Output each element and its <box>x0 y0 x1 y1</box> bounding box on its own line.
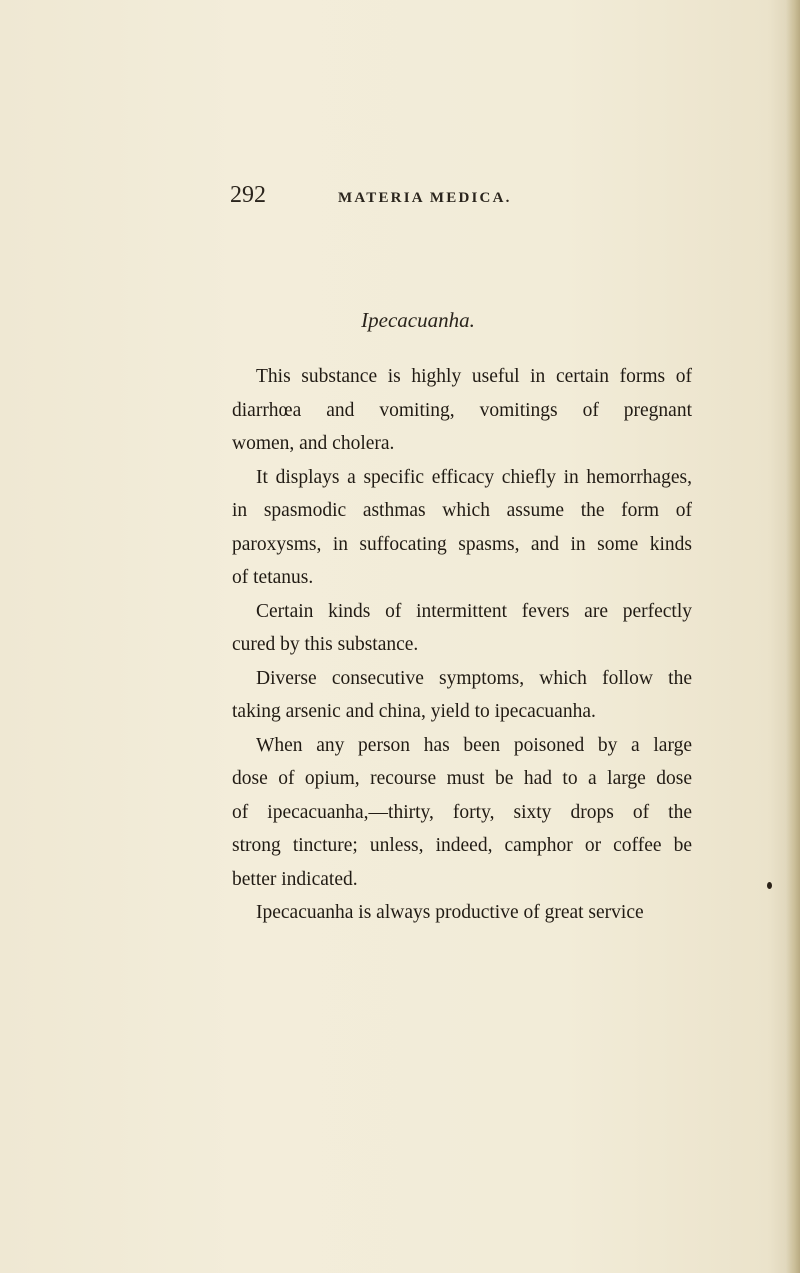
running-title: MATERIA MEDICA. <box>338 190 512 206</box>
text-line: Ipecacuanha is always productive of great service <box>256 902 644 923</box>
text-line: cured by this substance. <box>232 634 419 655</box>
text-line: When any person has been poisoned by a large <box>256 734 692 756</box>
paragraph <box>232 662 692 729</box>
running-head <box>230 182 690 212</box>
text-line: diarrhœa and vomiting, vomitings of pregnant <box>232 399 692 421</box>
text-line: Diverse consecutive symptoms, which follow the <box>256 667 692 689</box>
ink-speck <box>767 882 772 889</box>
paragraph <box>232 360 692 461</box>
paragraph <box>232 595 692 662</box>
section-title: Ipecacuanha. <box>361 308 475 332</box>
body-text <box>232 360 692 930</box>
text-line: strong tincture; unless, indeed, camphor or coffee be <box>232 835 692 856</box>
text-line: better indicated. <box>232 868 358 890</box>
paragraph <box>232 461 692 595</box>
text-line: It displays a specific efficacy chiefly in hemorrhages, <box>256 466 692 488</box>
text-line: in spasmodic asthmas which assume the form of <box>232 500 692 521</box>
paragraph <box>232 896 692 930</box>
paragraph <box>232 729 692 897</box>
text-line: paroxysms, in suffocating spasms, and in some kinds <box>232 533 692 555</box>
text-line: dose of opium, recourse must be had to a large dose <box>232 768 692 789</box>
text-line: taking arsenic and china, yield to ipecacuanha. <box>232 701 596 722</box>
page-edge-shadow <box>786 0 800 1273</box>
text-line: This substance is highly useful in certain forms of <box>256 366 692 387</box>
text-line: of ipecacuanha,—thirty, forty, sixty drops of the <box>232 801 692 823</box>
text-line: Certain kinds of intermittent fevers are perfectly <box>256 600 692 622</box>
text-line: of tetanus. <box>232 567 314 588</box>
text-line: women, and cholera. <box>232 433 395 454</box>
page-number: 292 <box>230 182 266 208</box>
